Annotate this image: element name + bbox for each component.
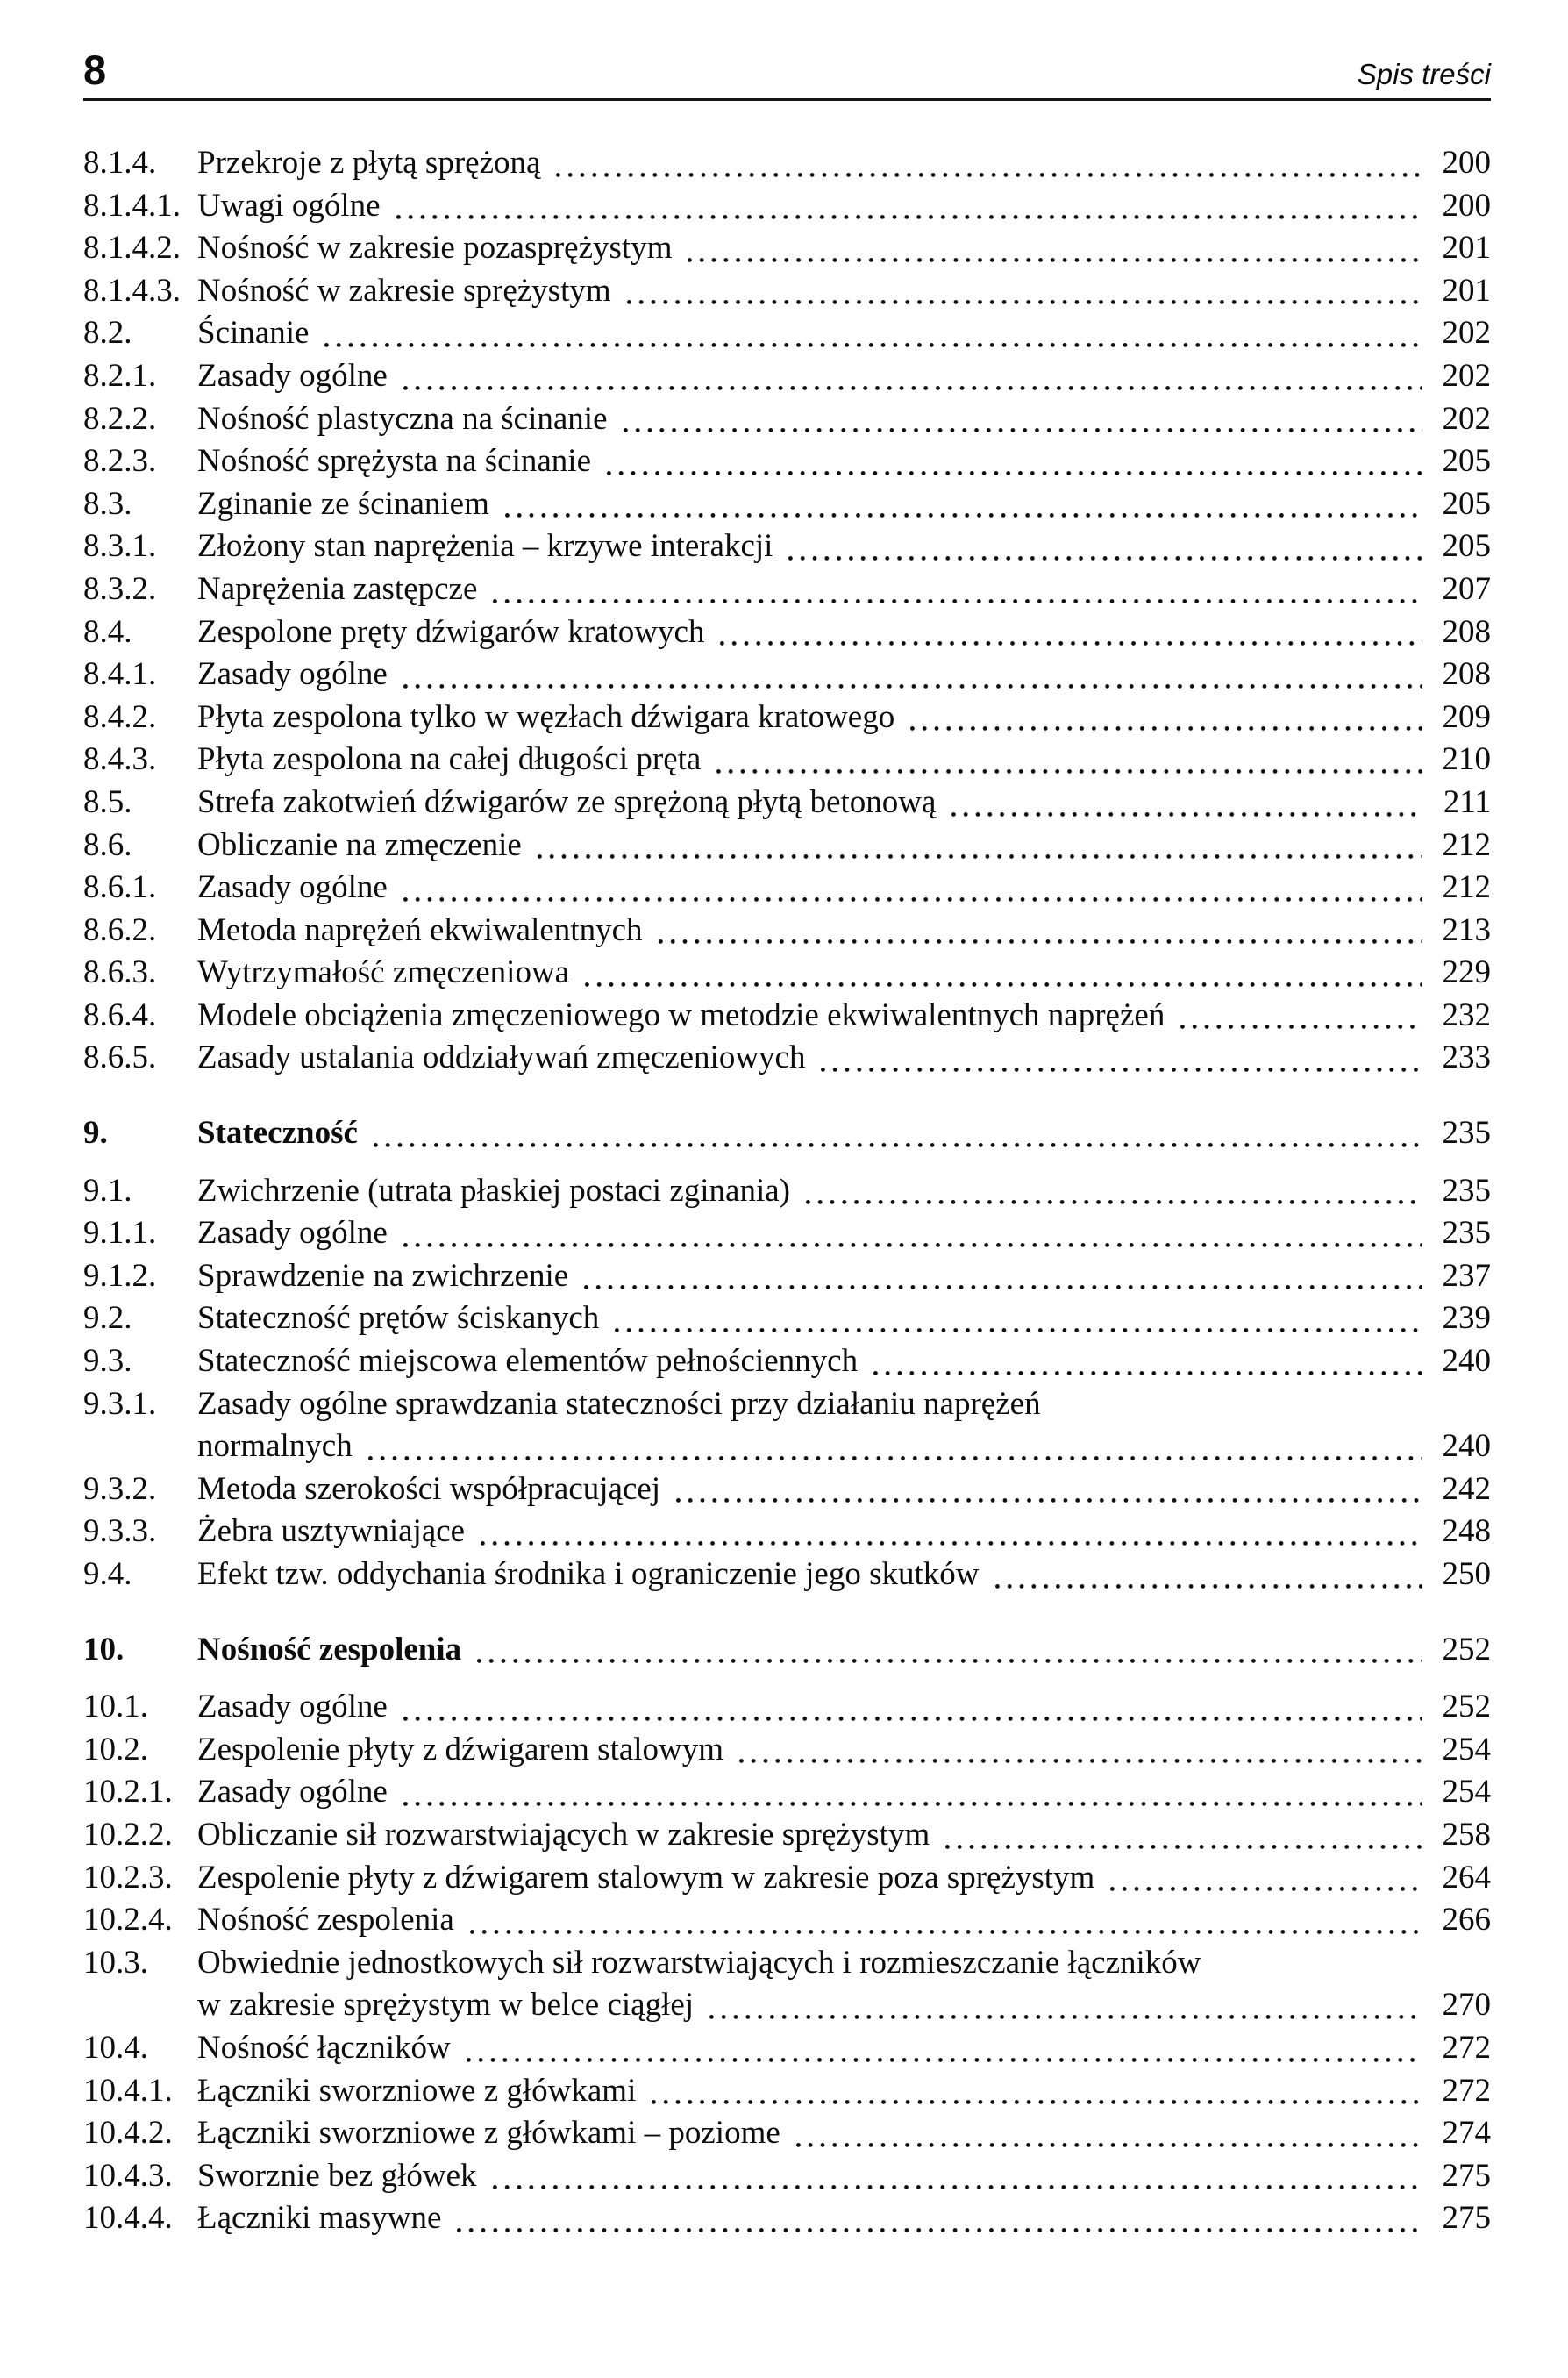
dot-leader bbox=[1110, 1887, 1422, 1891]
toc-entry bbox=[83, 1212, 1491, 1255]
toc-entry-page: 232 bbox=[1442, 996, 1491, 1033]
toc-entry-page: 212 bbox=[1442, 869, 1491, 906]
dot-leader bbox=[739, 1759, 1422, 1763]
toc-entry-number: 8.1.4. bbox=[83, 145, 157, 181]
toc-entry-page: 275 bbox=[1442, 2157, 1491, 2194]
toc-entry-title: Płyta zespolona tylko w węzłach dźwigara kratowego bbox=[197, 698, 895, 735]
toc-entry bbox=[83, 910, 1491, 953]
toc-entry-number: 8.1.4.2. bbox=[83, 230, 181, 267]
toc-entry-page: 209 bbox=[1442, 698, 1491, 735]
toc-entry-number: 8.1.4.1. bbox=[83, 187, 181, 224]
toc-entry bbox=[83, 1729, 1491, 1772]
toc-entry-title: Metoda szerokości współpracującej bbox=[197, 1470, 661, 1507]
dot-leader bbox=[951, 812, 1422, 817]
dot-leader bbox=[403, 684, 1422, 689]
toc-entry-number: 9.3.2. bbox=[83, 1470, 157, 1507]
page-number: 8 bbox=[83, 46, 107, 93]
toc-entry-number: 10.2.3. bbox=[83, 1859, 173, 1896]
dot-leader bbox=[403, 1802, 1422, 1806]
toc-entry-page: 252 bbox=[1442, 1689, 1491, 1725]
toc-entry-number: 9.1. bbox=[83, 1172, 132, 1209]
toc-entry bbox=[83, 1255, 1491, 1298]
toc-entry-page: 212 bbox=[1442, 826, 1491, 863]
toc-entry bbox=[83, 1425, 1491, 1468]
toc-entry bbox=[83, 1814, 1491, 1857]
dot-leader bbox=[788, 556, 1422, 561]
toc-entry-number: 8.6.4. bbox=[83, 996, 157, 1033]
header-rule bbox=[83, 98, 1491, 101]
toc-entry-number: 9.4. bbox=[83, 1556, 132, 1592]
toc-entry-page: 258 bbox=[1442, 1816, 1491, 1853]
toc-entry bbox=[83, 1984, 1491, 2027]
dot-leader bbox=[607, 471, 1422, 475]
toc-entry-page: 275 bbox=[1442, 2200, 1491, 2237]
toc-entry-page: 208 bbox=[1442, 613, 1491, 650]
toc-entry-page: 205 bbox=[1442, 485, 1491, 522]
toc-entry-page: 266 bbox=[1442, 1902, 1491, 1939]
toc-entry-number: 9.3.1. bbox=[83, 1385, 157, 1422]
dot-leader bbox=[403, 386, 1422, 390]
dot-leader bbox=[368, 1456, 1422, 1460]
toc-entry-page: 248 bbox=[1442, 1513, 1491, 1550]
toc-entry-number: 9. bbox=[83, 1115, 108, 1152]
toc-entry-number: 8.2.2. bbox=[83, 400, 157, 437]
toc-entry-title: Strefa zakotwień dźwigarów ze sprężoną płytą betonową bbox=[197, 783, 937, 820]
dot-leader bbox=[505, 513, 1422, 518]
toc-entry-page: 229 bbox=[1442, 954, 1491, 991]
toc-entry-number: 8.6.3. bbox=[83, 954, 157, 991]
dot-leader bbox=[1180, 1025, 1422, 1029]
toc-entry bbox=[83, 696, 1491, 739]
toc-entry-number: 10.4.2. bbox=[83, 2115, 173, 2152]
toc-entry-number: 10.2. bbox=[83, 1731, 148, 1767]
toc-entry bbox=[83, 1170, 1491, 1213]
toc-entry bbox=[83, 1771, 1491, 1814]
toc-entry bbox=[83, 355, 1491, 398]
toc-entry bbox=[83, 1553, 1491, 1596]
toc-entry-title: Zginanie ze ścinaniem bbox=[197, 485, 489, 522]
toc-entry-number: 8.2. bbox=[83, 315, 132, 352]
toc-entry-number: 9.3.3. bbox=[83, 1513, 157, 1550]
toc-entry-title: Zasady ogólne bbox=[197, 1689, 388, 1725]
toc-entry bbox=[83, 185, 1491, 228]
toc-entry-title: Zespolenie płyty z dźwigarem stalowym w zakresie poza sprężystym bbox=[197, 1859, 1095, 1896]
toc-entry-number: 10.2.2. bbox=[83, 1816, 173, 1853]
dot-leader bbox=[627, 300, 1422, 304]
toc-entry-title: Przekroje z płytą sprężoną bbox=[197, 145, 541, 181]
toc-entry bbox=[83, 2112, 1491, 2155]
toc-entry bbox=[83, 2027, 1491, 2070]
toc-entry-title: Wytrzymałość zmęczeniowa bbox=[197, 954, 570, 991]
toc-entry-page: 235 bbox=[1442, 1172, 1491, 1209]
toc-entry-title: Metoda naprężeń ekwiwalentnych bbox=[197, 911, 643, 948]
dot-leader bbox=[709, 2015, 1422, 2019]
toc-entry-title: Żebra usztywniające bbox=[197, 1513, 466, 1550]
toc-entry-title: Uwagi ogólne bbox=[197, 187, 381, 224]
dot-leader bbox=[821, 1068, 1422, 1072]
dot-leader bbox=[403, 1717, 1422, 1721]
toc-entry bbox=[83, 782, 1491, 825]
toc-entry-page: 201 bbox=[1442, 230, 1491, 267]
toc-entry-number: 8.1.4.3. bbox=[83, 272, 181, 309]
toc-entry-number: 9.1.2. bbox=[83, 1257, 157, 1294]
toc-entry-page: 202 bbox=[1442, 357, 1491, 394]
toc-entry bbox=[83, 1383, 1491, 1426]
toc-entry-title: Zasady ogólne bbox=[197, 357, 388, 394]
toc-entry-title: Modele obciążenia zmęczeniowego w metodzie ekwiwalentnych naprężeń bbox=[197, 996, 1165, 1033]
dot-leader bbox=[584, 1285, 1422, 1289]
toc-entry-number: 10. bbox=[83, 1631, 125, 1667]
toc-entry-page: 211 bbox=[1443, 783, 1491, 820]
dot-leader bbox=[470, 1930, 1422, 1934]
toc-entry-title: Złożony stan naprężenia – krzywe interakcji bbox=[197, 528, 773, 565]
dot-leader bbox=[585, 982, 1422, 987]
dot-leader bbox=[910, 726, 1422, 731]
dot-leader bbox=[796, 2143, 1422, 2147]
toc-entry-page: 208 bbox=[1442, 656, 1491, 693]
toc-entry-title: Obliczanie sił rozwarstwiających w zakresie sprężystym bbox=[197, 1816, 930, 1853]
toc-entry-number: 8.3.2. bbox=[83, 570, 157, 607]
toc-entry-title: Nośność zespolenia bbox=[197, 1631, 462, 1667]
toc-entry-page: 202 bbox=[1442, 315, 1491, 352]
toc-entry-title: Stateczność prętów ściskanych bbox=[197, 1300, 600, 1337]
toc-entry-page: 205 bbox=[1442, 443, 1491, 480]
toc-entry bbox=[83, 270, 1491, 313]
toc-entry bbox=[83, 568, 1491, 611]
toc-entry-title: Naprężenia zastępcze bbox=[197, 570, 478, 607]
toc-entry-title: Nośność plastyczna na ścinanie bbox=[197, 400, 608, 437]
toc-entry-number: 8.4.1. bbox=[83, 656, 157, 693]
toc-entry-number: 10.1. bbox=[83, 1689, 148, 1725]
toc-entry-page: 200 bbox=[1442, 145, 1491, 181]
toc-entry-title: Łączniki masywne bbox=[197, 2200, 442, 2237]
toc-entry-title: Zasady ogólne bbox=[197, 1215, 388, 1252]
toc-entry-number: 8.4.3. bbox=[83, 741, 157, 778]
toc-entry-title: Sprawdzenie na zwichrzenie bbox=[197, 1257, 569, 1294]
toc-entry-title: Nośność sprężysta na ścinanie bbox=[197, 443, 592, 480]
toc-entry-page: 240 bbox=[1442, 1343, 1491, 1380]
dot-leader bbox=[873, 1371, 1422, 1375]
toc-entry bbox=[83, 1942, 1491, 1985]
toc-entry-page: 242 bbox=[1442, 1470, 1491, 1507]
toc-entry-page: 240 bbox=[1442, 1428, 1491, 1465]
toc-entry-title: Zasady ogólne bbox=[197, 869, 388, 906]
toc-entry-title: Stateczność miejscowa elementów pełnościennych bbox=[197, 1343, 859, 1380]
dot-leader bbox=[403, 1243, 1422, 1247]
toc-entry-page: 250 bbox=[1442, 1556, 1491, 1592]
dot-leader bbox=[688, 258, 1422, 262]
toc-entry bbox=[83, 1510, 1491, 1553]
toc-entry-page: 200 bbox=[1442, 187, 1491, 224]
toc-entry-title: Zwichrzenie (utrata płaskiej postaci zginania) bbox=[197, 1172, 790, 1209]
toc-entry bbox=[83, 1340, 1491, 1383]
toc-entry-title: Zasady ogólne bbox=[197, 656, 388, 693]
dot-leader bbox=[374, 1143, 1422, 1147]
toc-entry-number: 10.4.4. bbox=[83, 2200, 173, 2237]
dot-leader bbox=[624, 428, 1423, 432]
toc-entry-page: 233 bbox=[1442, 1039, 1491, 1076]
toc-entry bbox=[83, 1899, 1491, 1942]
dot-leader bbox=[467, 2058, 1422, 2062]
toc-entry-page: 235 bbox=[1442, 1115, 1491, 1152]
toc-entry-title: Zespolone pręty dźwigarów kratowych bbox=[197, 613, 705, 650]
toc-entry-number: 8.6.1. bbox=[83, 869, 157, 906]
toc-entry bbox=[83, 312, 1491, 355]
toc-entry-title: Ścinanie bbox=[197, 315, 310, 352]
toc-entry-title: normalnych bbox=[197, 1428, 353, 1465]
toc-entry-title: Płyta zespolona na całej długości pręta bbox=[197, 741, 702, 778]
toc-list bbox=[83, 142, 1491, 2240]
toc-entry-page: 205 bbox=[1442, 528, 1491, 565]
toc-entry bbox=[83, 440, 1491, 483]
toc-entry-number: 10.4.3. bbox=[83, 2157, 173, 2194]
toc-entry-title: Zespolenie płyty z dźwigarem stalowym bbox=[197, 1731, 724, 1767]
toc-entry-page: 210 bbox=[1442, 741, 1491, 778]
toc-entry-page: 272 bbox=[1442, 2029, 1491, 2066]
toc-entry bbox=[83, 1686, 1491, 1729]
dot-leader bbox=[493, 599, 1422, 603]
page-header bbox=[83, 0, 1491, 93]
toc-entry-title: Obwiednie jednostkowych sił rozwarstwiających i rozmieszczanie łączników bbox=[197, 1944, 1201, 1981]
toc-entry-page: 264 bbox=[1442, 1859, 1491, 1896]
toc-entry-number: 8.6.5. bbox=[83, 1039, 157, 1076]
toc-entry-title: Nośność w zakresie sprężystym bbox=[197, 272, 611, 309]
toc-entry-page: 252 bbox=[1442, 1631, 1491, 1667]
dot-leader bbox=[493, 2185, 1422, 2189]
toc-entry-page: 254 bbox=[1442, 1731, 1491, 1767]
toc-entry bbox=[83, 1037, 1491, 1080]
toc-entry bbox=[83, 1112, 1491, 1155]
toc-entry-page: 207 bbox=[1442, 570, 1491, 607]
toc-entry bbox=[83, 653, 1491, 696]
toc-entry bbox=[83, 142, 1491, 185]
toc-entry-title: Zasady ustalania oddziaływań zmęczeniowych bbox=[197, 1039, 806, 1076]
toc-entry-number: 8.3.1. bbox=[83, 528, 157, 565]
toc-entry-number: 8.4.2. bbox=[83, 698, 157, 735]
toc-entry-title: Efekt tzw. oddychania środnika i ograniczenie jego skutków bbox=[197, 1556, 980, 1592]
toc-entry-title: Nośność zespolenia bbox=[197, 1902, 454, 1939]
dot-leader bbox=[995, 1584, 1423, 1589]
dot-leader bbox=[716, 769, 1422, 774]
toc-entry-number: 9.3. bbox=[83, 1343, 132, 1380]
toc-entry bbox=[83, 825, 1491, 868]
toc-entry-number: 8.6. bbox=[83, 826, 132, 863]
toc-entry bbox=[83, 2070, 1491, 2113]
dot-leader bbox=[538, 854, 1422, 859]
toc-entry bbox=[83, 611, 1491, 654]
dot-leader bbox=[396, 215, 1422, 219]
dot-leader bbox=[477, 1659, 1422, 1663]
dot-leader bbox=[945, 1845, 1422, 1849]
toc-entry-title: Zasady ogólne sprawdzania stateczności przy działaniu naprężeń bbox=[197, 1385, 1041, 1422]
toc-entry bbox=[83, 952, 1491, 995]
dot-leader bbox=[556, 173, 1422, 177]
dot-leader bbox=[403, 897, 1422, 902]
toc-entry-number: 8.5. bbox=[83, 783, 132, 820]
dot-leader bbox=[481, 1541, 1422, 1546]
toc-entry bbox=[83, 2155, 1491, 2198]
toc-entry-number: 9.1.1. bbox=[83, 1215, 157, 1252]
dot-leader bbox=[457, 2228, 1422, 2232]
toc-entry bbox=[83, 1468, 1491, 1511]
toc-entry-page: 235 bbox=[1442, 1215, 1491, 1252]
toc-entry bbox=[83, 739, 1491, 782]
toc-entry-number: 10.2.4. bbox=[83, 1902, 173, 1939]
toc-entry-title: Łączniki sworzniowe z główkami bbox=[197, 2072, 637, 2109]
toc-entry-page: 254 bbox=[1442, 1774, 1491, 1810]
dot-leader bbox=[720, 641, 1422, 646]
dot-leader bbox=[659, 939, 1422, 944]
toc-entry-number: 8.2.3. bbox=[83, 443, 157, 480]
toc-entry-page: 274 bbox=[1442, 2115, 1491, 2152]
toc-entry-title: Obliczanie na zmęczenie bbox=[197, 826, 522, 863]
toc-entry bbox=[83, 1857, 1491, 1900]
toc-entry-page: 202 bbox=[1442, 400, 1491, 437]
toc-entry-number: 10.3. bbox=[83, 1944, 148, 1981]
dot-leader bbox=[652, 2100, 1422, 2104]
toc-entry-number: 10.2.1. bbox=[83, 1774, 173, 1810]
toc-entry bbox=[83, 227, 1491, 270]
toc-entry bbox=[83, 525, 1491, 568]
toc-entry-page: 213 bbox=[1442, 911, 1491, 948]
dot-leader bbox=[324, 343, 1422, 347]
toc-entry bbox=[83, 1629, 1491, 1672]
toc-entry-page: 272 bbox=[1442, 2072, 1491, 2109]
toc-entry-number: 8.3. bbox=[83, 485, 132, 522]
toc-entry bbox=[83, 867, 1491, 910]
toc-entry-number: 10.4. bbox=[83, 2029, 148, 2066]
dot-leader bbox=[676, 1498, 1422, 1503]
toc-entry bbox=[83, 995, 1491, 1038]
toc-entry-title: Łączniki sworzniowe z główkami – poziome bbox=[197, 2115, 780, 2152]
toc-entry-title: Sworznie bez główek bbox=[197, 2157, 477, 2194]
toc-entry bbox=[83, 2197, 1491, 2240]
toc-entry-number: 8.6.2. bbox=[83, 911, 157, 948]
toc-entry-page: 270 bbox=[1442, 1987, 1491, 2024]
toc-entry-number: 10.4.1. bbox=[83, 2072, 173, 2109]
toc-entry-number: 9.2. bbox=[83, 1300, 132, 1337]
toc-entry bbox=[83, 483, 1491, 526]
toc-entry-number: 8.4. bbox=[83, 613, 132, 650]
toc-entry-title: Nośność w zakresie pozasprężystym bbox=[197, 230, 673, 267]
toc-entry-page: 237 bbox=[1442, 1257, 1491, 1294]
toc-entry-page: 201 bbox=[1442, 272, 1491, 309]
toc-entry-title: w zakresie sprężystym w belce ciągłej bbox=[197, 1987, 695, 2024]
toc-entry-title: Zasady ogólne bbox=[197, 1774, 388, 1810]
dot-leader bbox=[806, 1200, 1422, 1204]
running-title: Spis treści bbox=[1357, 58, 1491, 90]
dot-leader bbox=[615, 1328, 1422, 1332]
toc-entry-number: 8.2.1. bbox=[83, 357, 157, 394]
toc-entry bbox=[83, 398, 1491, 441]
toc-entry bbox=[83, 1297, 1491, 1340]
toc-entry-page: 239 bbox=[1442, 1300, 1491, 1337]
toc-entry-title: Stateczność bbox=[197, 1115, 358, 1152]
toc-entry-title: Nośność łączników bbox=[197, 2029, 451, 2066]
